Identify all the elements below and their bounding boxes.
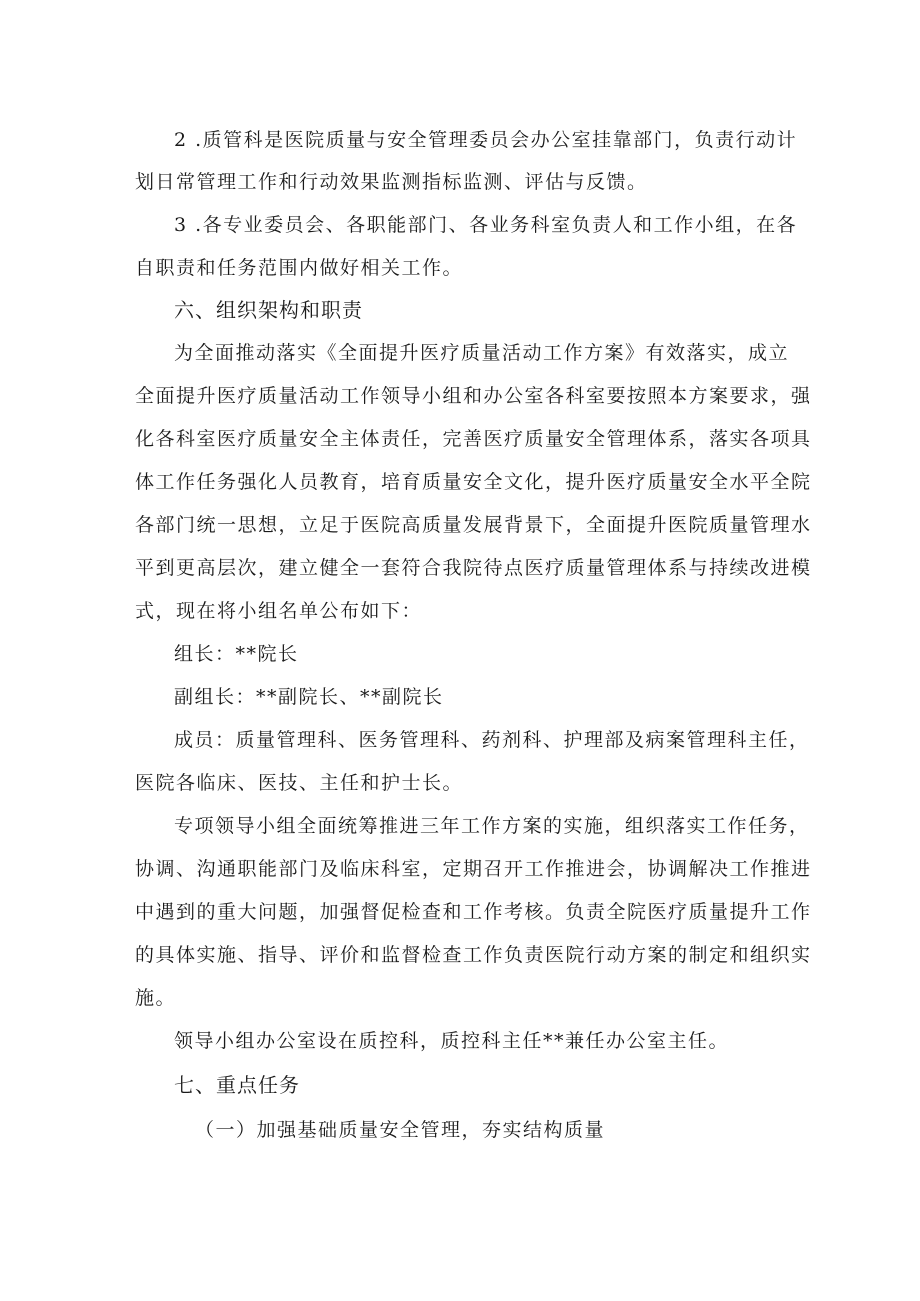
- members-line2: 医院各临床、医技、主任和护士长。: [135, 772, 464, 794]
- item3-line1: 3 .各专业委员会、各职能部门、各业务科室负责人和工作小组，在各: [174, 214, 798, 236]
- section6-paragraph-line2: 全面提升医疗质量活动工作领导小组和办公室各科室要按照本方案要求，强: [135, 385, 812, 407]
- section7-subheading-1: （一）加强基础质量安全管理，夯实结构质量: [195, 1119, 606, 1141]
- deputy-group-leader: 副组长：**副院长、**副院长: [174, 686, 444, 708]
- duty-paragraph-line4: 的具体实施、指导、评价和监督检查工作负责医院行动方案的制定和组织实: [135, 944, 812, 966]
- duty-paragraph-line2: 协调、沟通职能部门及临床科室，定期召开工作推进会，协调解决工作推进: [135, 858, 812, 880]
- duty-paragraph-line1: 专项领导小组全面统筹推进三年工作方案的实施，组织落实工作任务，: [174, 815, 810, 837]
- section6-paragraph-line5: 各部门统一思想，立足于医院高质量发展背景下，全面提升医院质量管理水: [135, 514, 812, 536]
- duty-paragraph-line3: 中遇到的重大问题，加强督促检查和工作考核。负责全院医疗质量提升工作: [135, 901, 812, 923]
- group-leader: 组长：**院长: [174, 643, 299, 665]
- office-paragraph: 领导小组办公室设在质控科，质控科主任**兼任办公室主任。: [174, 1030, 730, 1052]
- section6-paragraph-line7: 式，现在将小组名单公布如下：: [135, 600, 423, 622]
- item2-line1: 2 .质管科是医院质量与安全管理委员会办公室挂靠部门，负责行动计: [174, 129, 798, 151]
- section7-heading: 七、重点任务: [174, 1073, 300, 1097]
- section6-heading: 六、组织架构和职责: [174, 298, 363, 322]
- section6-paragraph-line1: 为全面推动落实《全面提升医疗质量活动工作方案》有效落实，成立: [174, 342, 790, 364]
- section6-paragraph-line4: 体工作任务强化人员教育，培育质量安全文化，提升医疗质量安全水平全院: [135, 471, 812, 493]
- members-line1: 成员：质量管理科、医务管理科、药剂科、护理部及病案管理科主任，: [174, 729, 810, 751]
- item2-line2: 划日常管理工作和行动效果监测指标监测、评估与反馈。: [135, 171, 648, 193]
- item3-line2: 自职责和任务范围内做好相关工作。: [135, 257, 464, 279]
- section6-paragraph-line6: 平到更高层次，建立健全一套符合我院待点医疗质量管理体系与持续改进模: [135, 557, 812, 579]
- duty-paragraph-line5: 施。: [135, 987, 177, 1009]
- section6-paragraph-line3: 化各科室医疗质量安全主体责任，完善医疗质量安全管理体系，落实各项具: [135, 428, 812, 450]
